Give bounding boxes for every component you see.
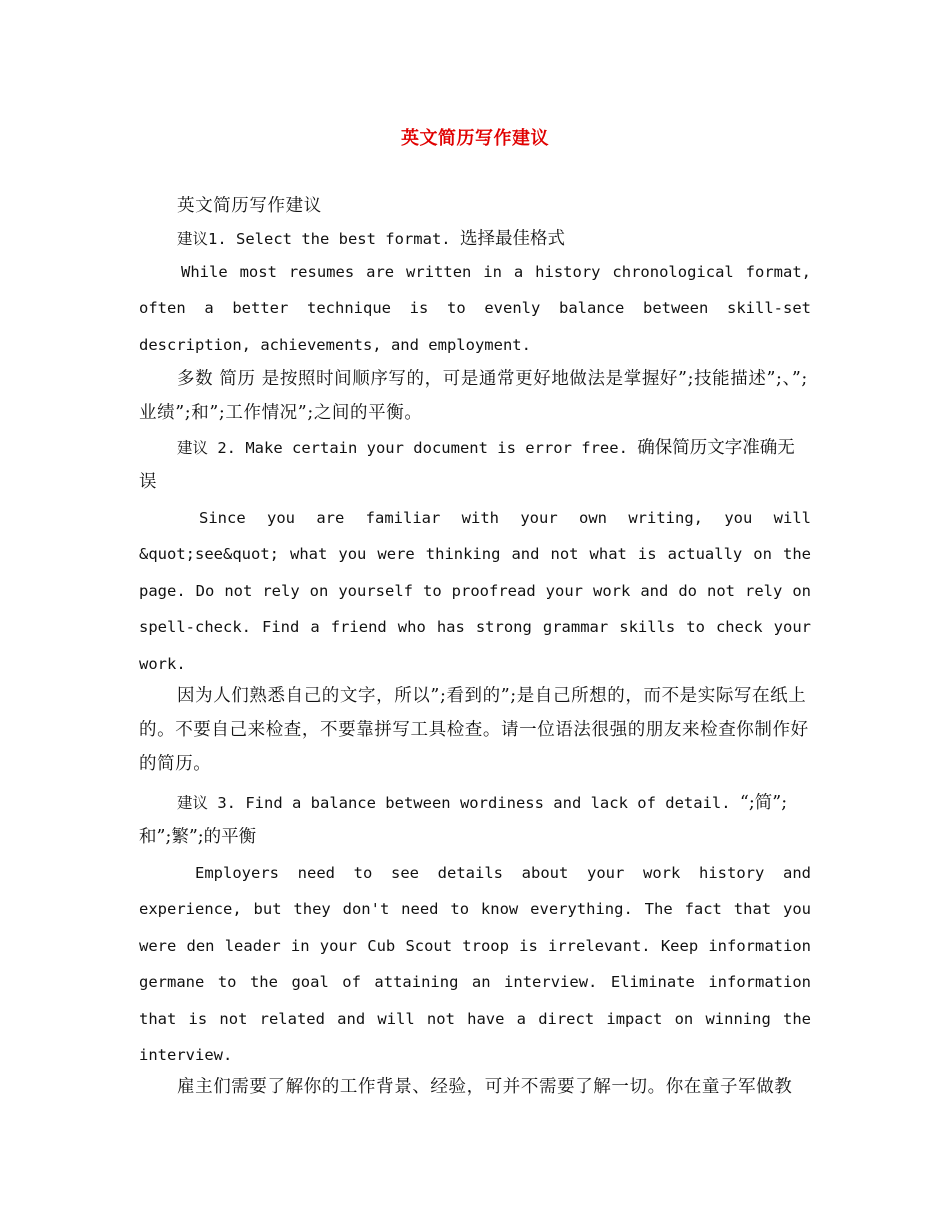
tip2-body-cn: 因为人们熟悉自己的文字，所以”;看到的”;是自己所想的，而不是实际写在纸上的。不要自己来检查，不要靠拼写工具检查。请一位语法很强的朋友来检查你制作好的简历。	[139, 686, 809, 774]
tip1-body-cn: 多数 简历 是按照时间顺序写的，可是通常更好地做法是掌握好”;技能描述”;、”;业绩”;和”;工作情况”;之间的平衡。	[139, 369, 808, 423]
tip3-heading	[139, 786, 811, 854]
tip2-heading-cn: 确保简历文字准确无误	[139, 438, 795, 492]
tip2-body-en: Since you are familiar with your own writing, you will &quot;see&quot; what you were thinking and not what is actually on the page. Do not rely on yourself to proofread your work and do not rely on spell-check. Find a friend who has strong grammar skills to check your work.	[139, 509, 811, 673]
tip3-heading-en: 建议 3. Find a balance between wordiness and lack of detail.	[177, 794, 740, 812]
tip1-heading-en: 建议1. Select the best format.	[177, 230, 460, 248]
tip1-heading	[139, 222, 811, 256]
tip2-heading	[139, 431, 811, 499]
tip1-body-en: While most resumes are written in a history chronological format, often a better technique is to evenly balance between skill-set description, achievements, and employment.	[139, 263, 811, 354]
document-title: 英文简历写作建议	[401, 128, 549, 149]
tip3-body-en: Employers need to see details about your work history and experience, but they don't need to know everything. The fact that you were den leader in your Cub Scout troop is irrelevant. Keep information germane to the goal of attaining an interview. Eliminate information that is not related and will not have a direct impact on winning the interview.	[139, 864, 811, 1065]
tip2-heading-en: 建议 2. Make certain your document is error free.	[177, 439, 638, 457]
tip1-heading-cn: 选择最佳格式	[459, 229, 565, 249]
tip3-heading-cn: “;简”;和”;繁”;的平衡	[139, 793, 788, 847]
tip3-body-cn: 雇主们需要了解你的工作背景、经验，可并不需要了解一切。你在童子军做教	[177, 1077, 793, 1097]
subtitle-paragraph: 英文简历写作建议	[177, 196, 322, 216]
